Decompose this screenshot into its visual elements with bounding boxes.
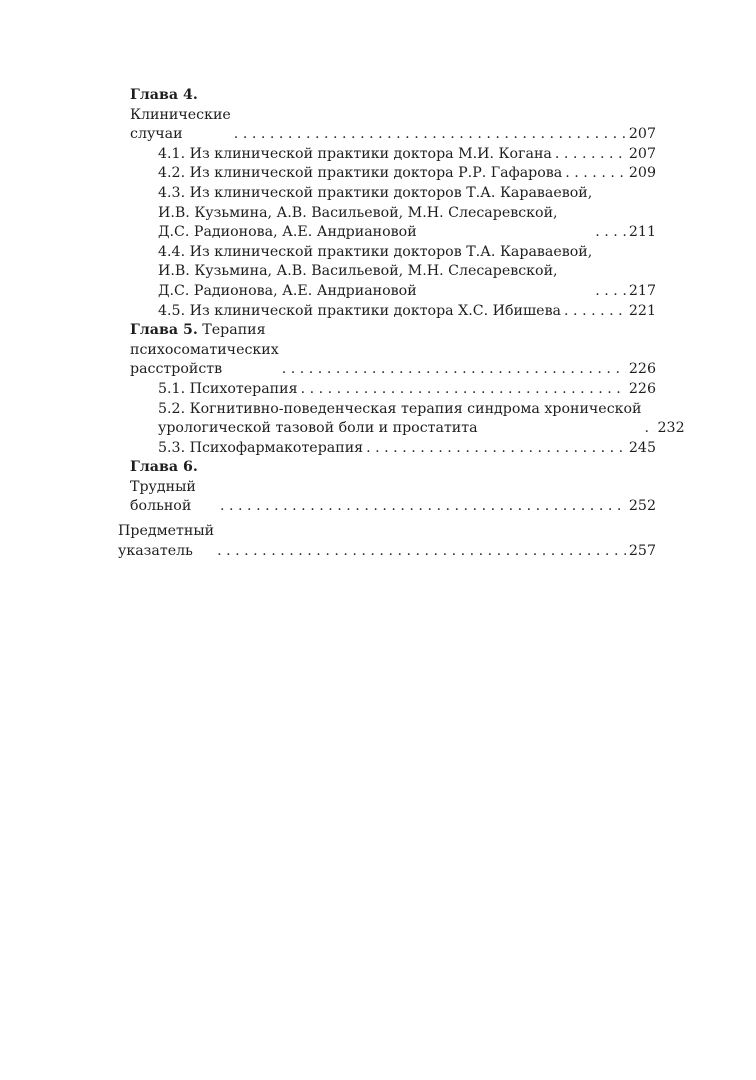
toc-section-5-3[interactable] [118, 439, 656, 459]
dot-leader [234, 125, 626, 145]
toc-chapter-6[interactable] [118, 458, 656, 517]
dot-leader [595, 282, 626, 302]
chapter-name: Клинические случаи [130, 106, 231, 143]
section-title [158, 164, 562, 184]
chapter-label: Глава 4. [130, 87, 198, 103]
section-title [158, 439, 363, 459]
dot-leader [555, 145, 626, 165]
dot-leader [595, 223, 626, 243]
section-line: 5.2. Когнитивно-поведенческая терапия синдрома хронической [158, 400, 642, 417]
toc-section-4-4[interactable] [118, 243, 656, 302]
toc-section-5-1[interactable] [118, 380, 656, 400]
page-number: 217 [628, 282, 656, 299]
section-title [158, 380, 298, 400]
page-number: 257 [628, 542, 656, 559]
dot-leader [366, 439, 626, 459]
section-line: 4.3. Из клинической практики докторов Т.А. Караваевой, [158, 184, 593, 201]
chapter-label: Глава 6. [130, 459, 198, 476]
chapter-title [130, 321, 279, 380]
index-title: Предметный указатель [118, 523, 215, 559]
dot-leader [301, 380, 626, 400]
toc-chapter-5[interactable] [118, 321, 656, 380]
page-number: 226 [628, 361, 656, 378]
page-number: 221 [628, 302, 656, 319]
dot-leader [645, 419, 655, 439]
section-line: 4.1. Из клинической практики доктора М.И. Когана [158, 145, 552, 162]
page-number: 207 [628, 145, 656, 162]
toc-section-4-1[interactable] [118, 145, 656, 165]
page-number: 226 [628, 380, 656, 397]
section-line: 5.3. Психофармакотерапия [158, 439, 364, 456]
section-line: Д.С. Радионова, А.Е. Андриановой [158, 282, 417, 299]
dot-leader [220, 497, 626, 517]
section-line: 4.2. Из клинической практики доктора Р.Р. Гафарова [158, 165, 563, 182]
section-line: 5.1. Психотерапия [158, 380, 298, 397]
dot-leader [565, 164, 626, 184]
chapter-name: Трудный больной [130, 478, 196, 515]
toc-section-4-5[interactable] [118, 302, 656, 322]
section-title [158, 184, 592, 243]
section-title [158, 145, 552, 165]
page-number: 209 [628, 165, 656, 182]
page-number: 207 [628, 126, 656, 143]
section-title [158, 302, 561, 322]
toc-subject-index[interactable] [118, 522, 656, 561]
toc-chapter-4[interactable] [118, 86, 656, 145]
section-title [158, 243, 592, 302]
table-of-contents [118, 86, 685, 561]
chapter-label: Глава 5. [130, 322, 198, 339]
section-line: 4.4. Из клинической практики докторов Т.А. Караваевой, [158, 243, 593, 260]
page-number: 211 [628, 224, 656, 241]
section-line: Д.С. Радионова, А.Е. Андриановой [158, 224, 417, 241]
section-line: 4.5. Из клинической практики доктора Х.С. Ибишева [158, 302, 562, 319]
toc-section-5-2[interactable] [118, 400, 685, 439]
section-line: урологической тазовой боли и простатита [158, 420, 478, 437]
section-title [158, 400, 642, 439]
section-line: И.В. Кузьмина, А.В. Васильевой, М.Н. Слесаревской, [158, 204, 558, 221]
page-number: 245 [628, 439, 656, 456]
chapter-name: Терапия психосоматических расстройств [130, 322, 279, 378]
section-line: И.В. Кузьмина, А.В. Васильевой, М.Н. Слесаревской, [158, 263, 558, 280]
dot-leader [282, 360, 626, 380]
page-number: 232 [657, 420, 685, 437]
dot-leader [564, 302, 626, 322]
toc-section-4-2[interactable] [118, 164, 656, 184]
page-number: 252 [628, 498, 656, 515]
dot-leader [217, 542, 626, 562]
toc-section-4-3[interactable] [118, 184, 656, 243]
chapter-title [130, 458, 217, 517]
chapter-title [130, 86, 231, 145]
